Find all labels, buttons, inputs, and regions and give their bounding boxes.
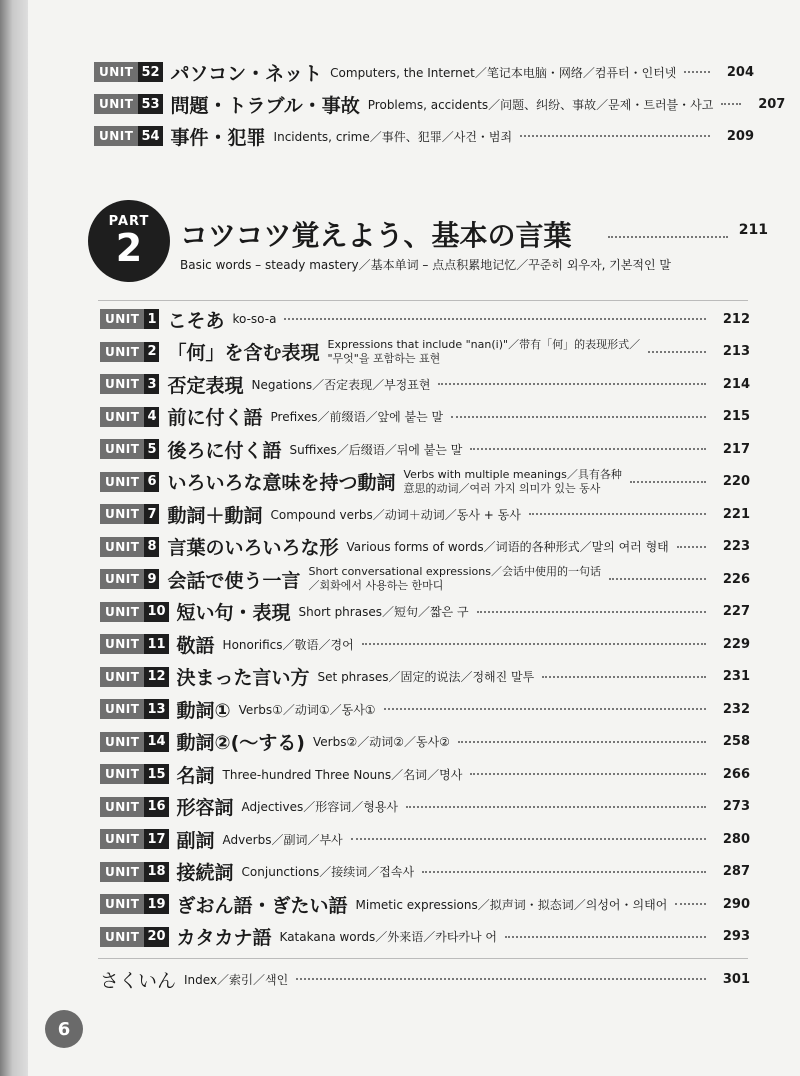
unit-entry[interactable] bbox=[100, 468, 750, 496]
unit-label: UNIT bbox=[94, 94, 138, 114]
unit-page-number: 229 bbox=[722, 636, 750, 652]
unit-entry[interactable] bbox=[100, 403, 750, 431]
unit-description: Verbs①／动词①／동사① bbox=[238, 702, 376, 717]
unit-page-number: 209 bbox=[726, 128, 754, 144]
unit-title: 会話で使う一言 bbox=[167, 569, 301, 592]
dot-leader bbox=[284, 318, 706, 320]
part-page-number: 211 bbox=[738, 222, 768, 238]
unit-entry[interactable] bbox=[100, 500, 750, 528]
unit-page-number: 232 bbox=[722, 701, 750, 717]
unit-label: UNIT bbox=[100, 797, 144, 817]
unit-label: UNIT bbox=[94, 126, 138, 146]
unit-description: Verbs with multiple meanings／具有各种 bbox=[403, 467, 622, 481]
unit-description: Mimetic expressions／拟声词・拟态词／의성어・의태어 bbox=[355, 897, 668, 912]
unit-description: ko-so-a bbox=[232, 312, 277, 326]
unit-description: Computers, the Internet／笔记本电脑・网络／컴퓨터・인터넷 bbox=[330, 65, 677, 80]
dot-leader bbox=[422, 871, 706, 873]
unit-number: 10 bbox=[144, 602, 168, 622]
unit-title: いろいろな意味を持つ動詞 bbox=[167, 472, 396, 494]
dot-leader bbox=[470, 448, 706, 450]
dot-leader bbox=[677, 546, 706, 548]
index-title: さくいん bbox=[100, 969, 177, 992]
unit-number: 6 bbox=[144, 472, 159, 492]
unit-entry[interactable] bbox=[100, 923, 750, 951]
unit-number: 53 bbox=[138, 94, 162, 114]
unit-page-number: 221 bbox=[722, 506, 750, 522]
unit-number: 15 bbox=[144, 764, 168, 784]
unit-description: Three-hundred Three Nouns／名词／명사 bbox=[222, 767, 463, 782]
unit-description-block bbox=[404, 468, 622, 496]
unit-page-number: 231 bbox=[722, 669, 750, 684]
unit-entry[interactable] bbox=[100, 598, 750, 626]
unit-page-number: 227 bbox=[722, 604, 750, 619]
unit-label: UNIT bbox=[100, 829, 144, 849]
unit-title: 問題・トラブル・事故 bbox=[170, 94, 360, 117]
unit-label: UNIT bbox=[100, 472, 144, 492]
unit-label: UNIT bbox=[100, 439, 144, 459]
unit-number: 7 bbox=[144, 504, 159, 524]
dot-leader bbox=[438, 383, 706, 385]
unit-page-number: 215 bbox=[722, 409, 750, 424]
unit-page-number: 214 bbox=[722, 376, 750, 392]
unit-entry[interactable] bbox=[100, 793, 750, 821]
unit-badge bbox=[100, 342, 159, 362]
unit-description: Verbs②／动词②／동사② bbox=[313, 735, 450, 749]
unit-number: 17 bbox=[144, 829, 168, 849]
unit-badge bbox=[100, 699, 169, 719]
unit-number: 13 bbox=[144, 699, 168, 719]
unit-badge bbox=[100, 894, 169, 914]
unit-title: 動詞＋動詞 bbox=[167, 504, 263, 527]
unit-description: Adjectives／形容词／형용사 bbox=[241, 800, 399, 814]
unit-page-number: 212 bbox=[722, 311, 750, 327]
dot-leader bbox=[630, 481, 706, 483]
unit-number: 14 bbox=[144, 732, 168, 752]
unit-description: Expressions that include "nan(i)"／带有「何」的表现形式／ bbox=[327, 337, 641, 351]
unit-description: Short phrases／短句／짧은 구 bbox=[298, 605, 469, 619]
unit-entry[interactable] bbox=[100, 630, 750, 658]
unit-badge bbox=[100, 764, 169, 784]
unit-number: 4 bbox=[144, 407, 159, 427]
part-2-header bbox=[88, 200, 768, 290]
unit-page-number: 217 bbox=[722, 441, 750, 457]
page-number-badge: 6 bbox=[45, 1010, 83, 1048]
unit-entry[interactable] bbox=[100, 533, 750, 561]
unit-badge bbox=[100, 797, 169, 817]
unit-page-number: 207 bbox=[758, 96, 786, 112]
unit-description-block bbox=[309, 565, 601, 593]
unit-entry[interactable] bbox=[100, 760, 750, 788]
dot-leader bbox=[470, 773, 706, 775]
unit-description: Adverbs／副词／부사 bbox=[222, 832, 343, 847]
unit-title: 「何」を含む表現 bbox=[167, 342, 320, 364]
unit-badge bbox=[94, 126, 163, 146]
unit-title: パソコン・ネット bbox=[170, 62, 323, 85]
book-spine-shadow bbox=[0, 0, 28, 1076]
index-entry[interactable] bbox=[100, 965, 750, 993]
unit-description: Prefixes／前缀语／앞에 붙는 말 bbox=[270, 410, 444, 424]
unit-label: UNIT bbox=[94, 62, 138, 82]
unit-badge bbox=[100, 667, 169, 687]
unit-number: 54 bbox=[138, 126, 162, 146]
dot-leader bbox=[542, 676, 706, 678]
unit-number: 2 bbox=[144, 342, 159, 362]
dot-leader bbox=[296, 978, 706, 980]
unit-number: 9 bbox=[144, 569, 159, 589]
unit-badge bbox=[100, 537, 159, 557]
unit-entry[interactable] bbox=[100, 858, 750, 886]
unit-page-number: 280 bbox=[722, 831, 750, 847]
unit-label: UNIT bbox=[100, 732, 144, 752]
unit-badge bbox=[100, 407, 159, 427]
unit-badge bbox=[100, 602, 169, 622]
unit-entry[interactable] bbox=[100, 565, 750, 593]
dot-leader bbox=[351, 838, 706, 840]
unit-entry[interactable] bbox=[100, 338, 750, 366]
unit-title: こそあ bbox=[167, 309, 225, 332]
dot-leader bbox=[609, 578, 706, 580]
unit-description: Katakana words／外来语／카타카나 어 bbox=[279, 930, 498, 944]
unit-badge bbox=[100, 504, 159, 524]
unit-title: 事件・犯罪 bbox=[170, 126, 266, 149]
unit-number: 12 bbox=[144, 667, 168, 687]
unit-title: 言葉のいろいろな形 bbox=[167, 537, 339, 559]
dot-leader bbox=[684, 71, 710, 73]
unit-title: カタカナ語 bbox=[176, 927, 272, 949]
unit-entry[interactable] bbox=[100, 663, 750, 691]
dot-leader bbox=[529, 513, 706, 515]
unit-badge bbox=[94, 62, 163, 82]
unit-badge bbox=[100, 829, 169, 849]
unit-entry[interactable] bbox=[94, 122, 754, 150]
unit-title: 否定表現 bbox=[167, 374, 244, 397]
dot-leader bbox=[608, 236, 728, 238]
unit-number: 5 bbox=[144, 439, 159, 459]
unit-title: ぎおん語・ぎたい語 bbox=[176, 894, 348, 917]
unit-entry[interactable] bbox=[100, 825, 750, 853]
unit-entry[interactable] bbox=[100, 370, 750, 398]
unit-description: Suffixes／后缀语／뒤에 붙는 말 bbox=[289, 442, 463, 457]
unit-badge bbox=[100, 634, 169, 654]
unit-label: UNIT bbox=[100, 894, 144, 914]
unit-page-number: 258 bbox=[722, 734, 750, 749]
unit-entry[interactable] bbox=[94, 58, 754, 86]
unit-label: UNIT bbox=[100, 862, 144, 882]
unit-entry[interactable] bbox=[100, 890, 750, 918]
unit-description: Incidents, crime／事件、犯罪／사건・범죄 bbox=[273, 129, 513, 144]
dot-leader bbox=[458, 741, 706, 743]
unit-title: 動詞②(～する) bbox=[176, 732, 305, 754]
unit-description: Set phrases／固定的说法／정해진 말투 bbox=[317, 670, 535, 684]
unit-label: UNIT bbox=[100, 407, 144, 427]
unit-description: Honorifics／敬语／경어 bbox=[222, 637, 354, 652]
unit-label: UNIT bbox=[100, 374, 144, 394]
dot-leader bbox=[520, 135, 710, 137]
unit-title: 動詞① bbox=[176, 699, 231, 722]
unit-title: 後ろに付く語 bbox=[167, 439, 282, 462]
part-label: PART bbox=[108, 214, 150, 229]
unit-label: UNIT bbox=[100, 667, 144, 687]
unit-page-number: 266 bbox=[722, 766, 750, 782]
unit-entry[interactable] bbox=[100, 728, 750, 756]
unit-label: UNIT bbox=[100, 634, 144, 654]
unit-badge bbox=[100, 309, 159, 329]
unit-badge bbox=[100, 569, 159, 589]
unit-number: 11 bbox=[144, 634, 168, 654]
unit-badge bbox=[100, 472, 159, 492]
unit-label: UNIT bbox=[100, 537, 144, 557]
unit-description: Short conversational expressions／会话中使用的一句话 bbox=[308, 565, 601, 578]
unit-title: 決まった言い方 bbox=[176, 667, 310, 689]
unit-label: UNIT bbox=[100, 764, 144, 784]
unit-number: 19 bbox=[144, 894, 168, 914]
unit-description-line2: ／회화에서 사용하는 한마디 bbox=[308, 579, 444, 592]
unit-entry[interactable] bbox=[100, 305, 750, 333]
unit-description: Negations／否定表现／부정표현 bbox=[251, 377, 431, 392]
unit-page-number: 223 bbox=[722, 539, 750, 554]
unit-description-line2: "무엇"을 포함하는 표현 bbox=[327, 351, 441, 365]
dot-leader bbox=[505, 936, 706, 938]
unit-page-number: 213 bbox=[722, 344, 750, 359]
unit-page-number: 287 bbox=[722, 864, 750, 879]
unit-label: UNIT bbox=[100, 504, 144, 524]
index-page-number: 301 bbox=[722, 971, 750, 987]
unit-title: 副詞 bbox=[176, 829, 215, 852]
part-title[interactable]: コツコツ覚えよう、基本の言葉 bbox=[180, 219, 572, 252]
unit-entry[interactable] bbox=[94, 90, 786, 118]
unit-description-line2: 意思的动词／여러 가지 의미가 있는 동사 bbox=[403, 481, 601, 495]
section-divider bbox=[98, 958, 748, 959]
dot-leader bbox=[675, 903, 706, 905]
dot-leader bbox=[451, 416, 706, 418]
unit-number: 52 bbox=[138, 62, 162, 82]
toc-page bbox=[28, 0, 800, 1076]
unit-entry[interactable] bbox=[100, 435, 750, 463]
unit-description-block bbox=[328, 338, 641, 366]
unit-description: Conjunctions／接续词／접속사 bbox=[241, 865, 415, 879]
unit-title: 敬語 bbox=[176, 634, 215, 657]
dot-leader bbox=[406, 806, 706, 808]
unit-description: Compound verbs／动词＋动词／동사 + 동사 bbox=[270, 507, 521, 522]
unit-label: UNIT bbox=[100, 602, 144, 622]
dot-leader bbox=[384, 708, 706, 710]
unit-title: 短い句・表現 bbox=[176, 602, 291, 624]
unit-number: 18 bbox=[144, 862, 168, 882]
unit-number: 20 bbox=[144, 927, 168, 947]
unit-title: 前に付く語 bbox=[167, 407, 263, 429]
unit-description: Various forms of words／词语的各种形式／말의 여러 형태 bbox=[346, 540, 669, 554]
dot-leader bbox=[477, 611, 706, 613]
unit-label: UNIT bbox=[100, 342, 144, 362]
part-subtitle: Basic words – steady mastery／基本单词 – 点点积累地记忆／꾸준히 외우자, 기본적인 말 bbox=[180, 258, 672, 272]
unit-page-number: 226 bbox=[722, 571, 750, 587]
unit-label: UNIT bbox=[100, 699, 144, 719]
unit-title: 接続詞 bbox=[176, 862, 234, 884]
dot-leader bbox=[362, 643, 706, 645]
part-badge bbox=[88, 200, 170, 282]
unit-page-number: 220 bbox=[722, 474, 750, 489]
unit-label: UNIT bbox=[100, 569, 144, 589]
unit-number: 3 bbox=[144, 374, 159, 394]
unit-number: 8 bbox=[144, 537, 159, 557]
unit-page-number: 273 bbox=[722, 799, 750, 814]
unit-badge bbox=[100, 374, 159, 394]
unit-label: UNIT bbox=[100, 927, 144, 947]
unit-description: Problems, accidents／问题、纠纷、事故／문제・트러블・사고 bbox=[367, 97, 714, 112]
unit-badge bbox=[100, 439, 159, 459]
unit-entry[interactable] bbox=[100, 695, 750, 723]
dot-leader bbox=[648, 351, 706, 353]
index-description: Index／索引／색인 bbox=[184, 972, 289, 987]
unit-label: UNIT bbox=[100, 309, 144, 329]
section-divider bbox=[98, 300, 748, 301]
unit-page-number: 290 bbox=[722, 896, 750, 912]
dot-leader bbox=[721, 103, 741, 105]
unit-page-number: 293 bbox=[722, 929, 750, 944]
unit-badge bbox=[94, 94, 163, 114]
unit-badge bbox=[100, 732, 169, 752]
unit-badge bbox=[100, 927, 169, 947]
unit-number: 16 bbox=[144, 797, 168, 817]
unit-title: 名詞 bbox=[176, 764, 215, 787]
part-number: 2 bbox=[115, 226, 143, 270]
unit-number: 1 bbox=[144, 309, 159, 329]
unit-badge bbox=[100, 862, 169, 882]
unit-title: 形容詞 bbox=[176, 797, 234, 819]
unit-page-number: 204 bbox=[726, 64, 754, 80]
